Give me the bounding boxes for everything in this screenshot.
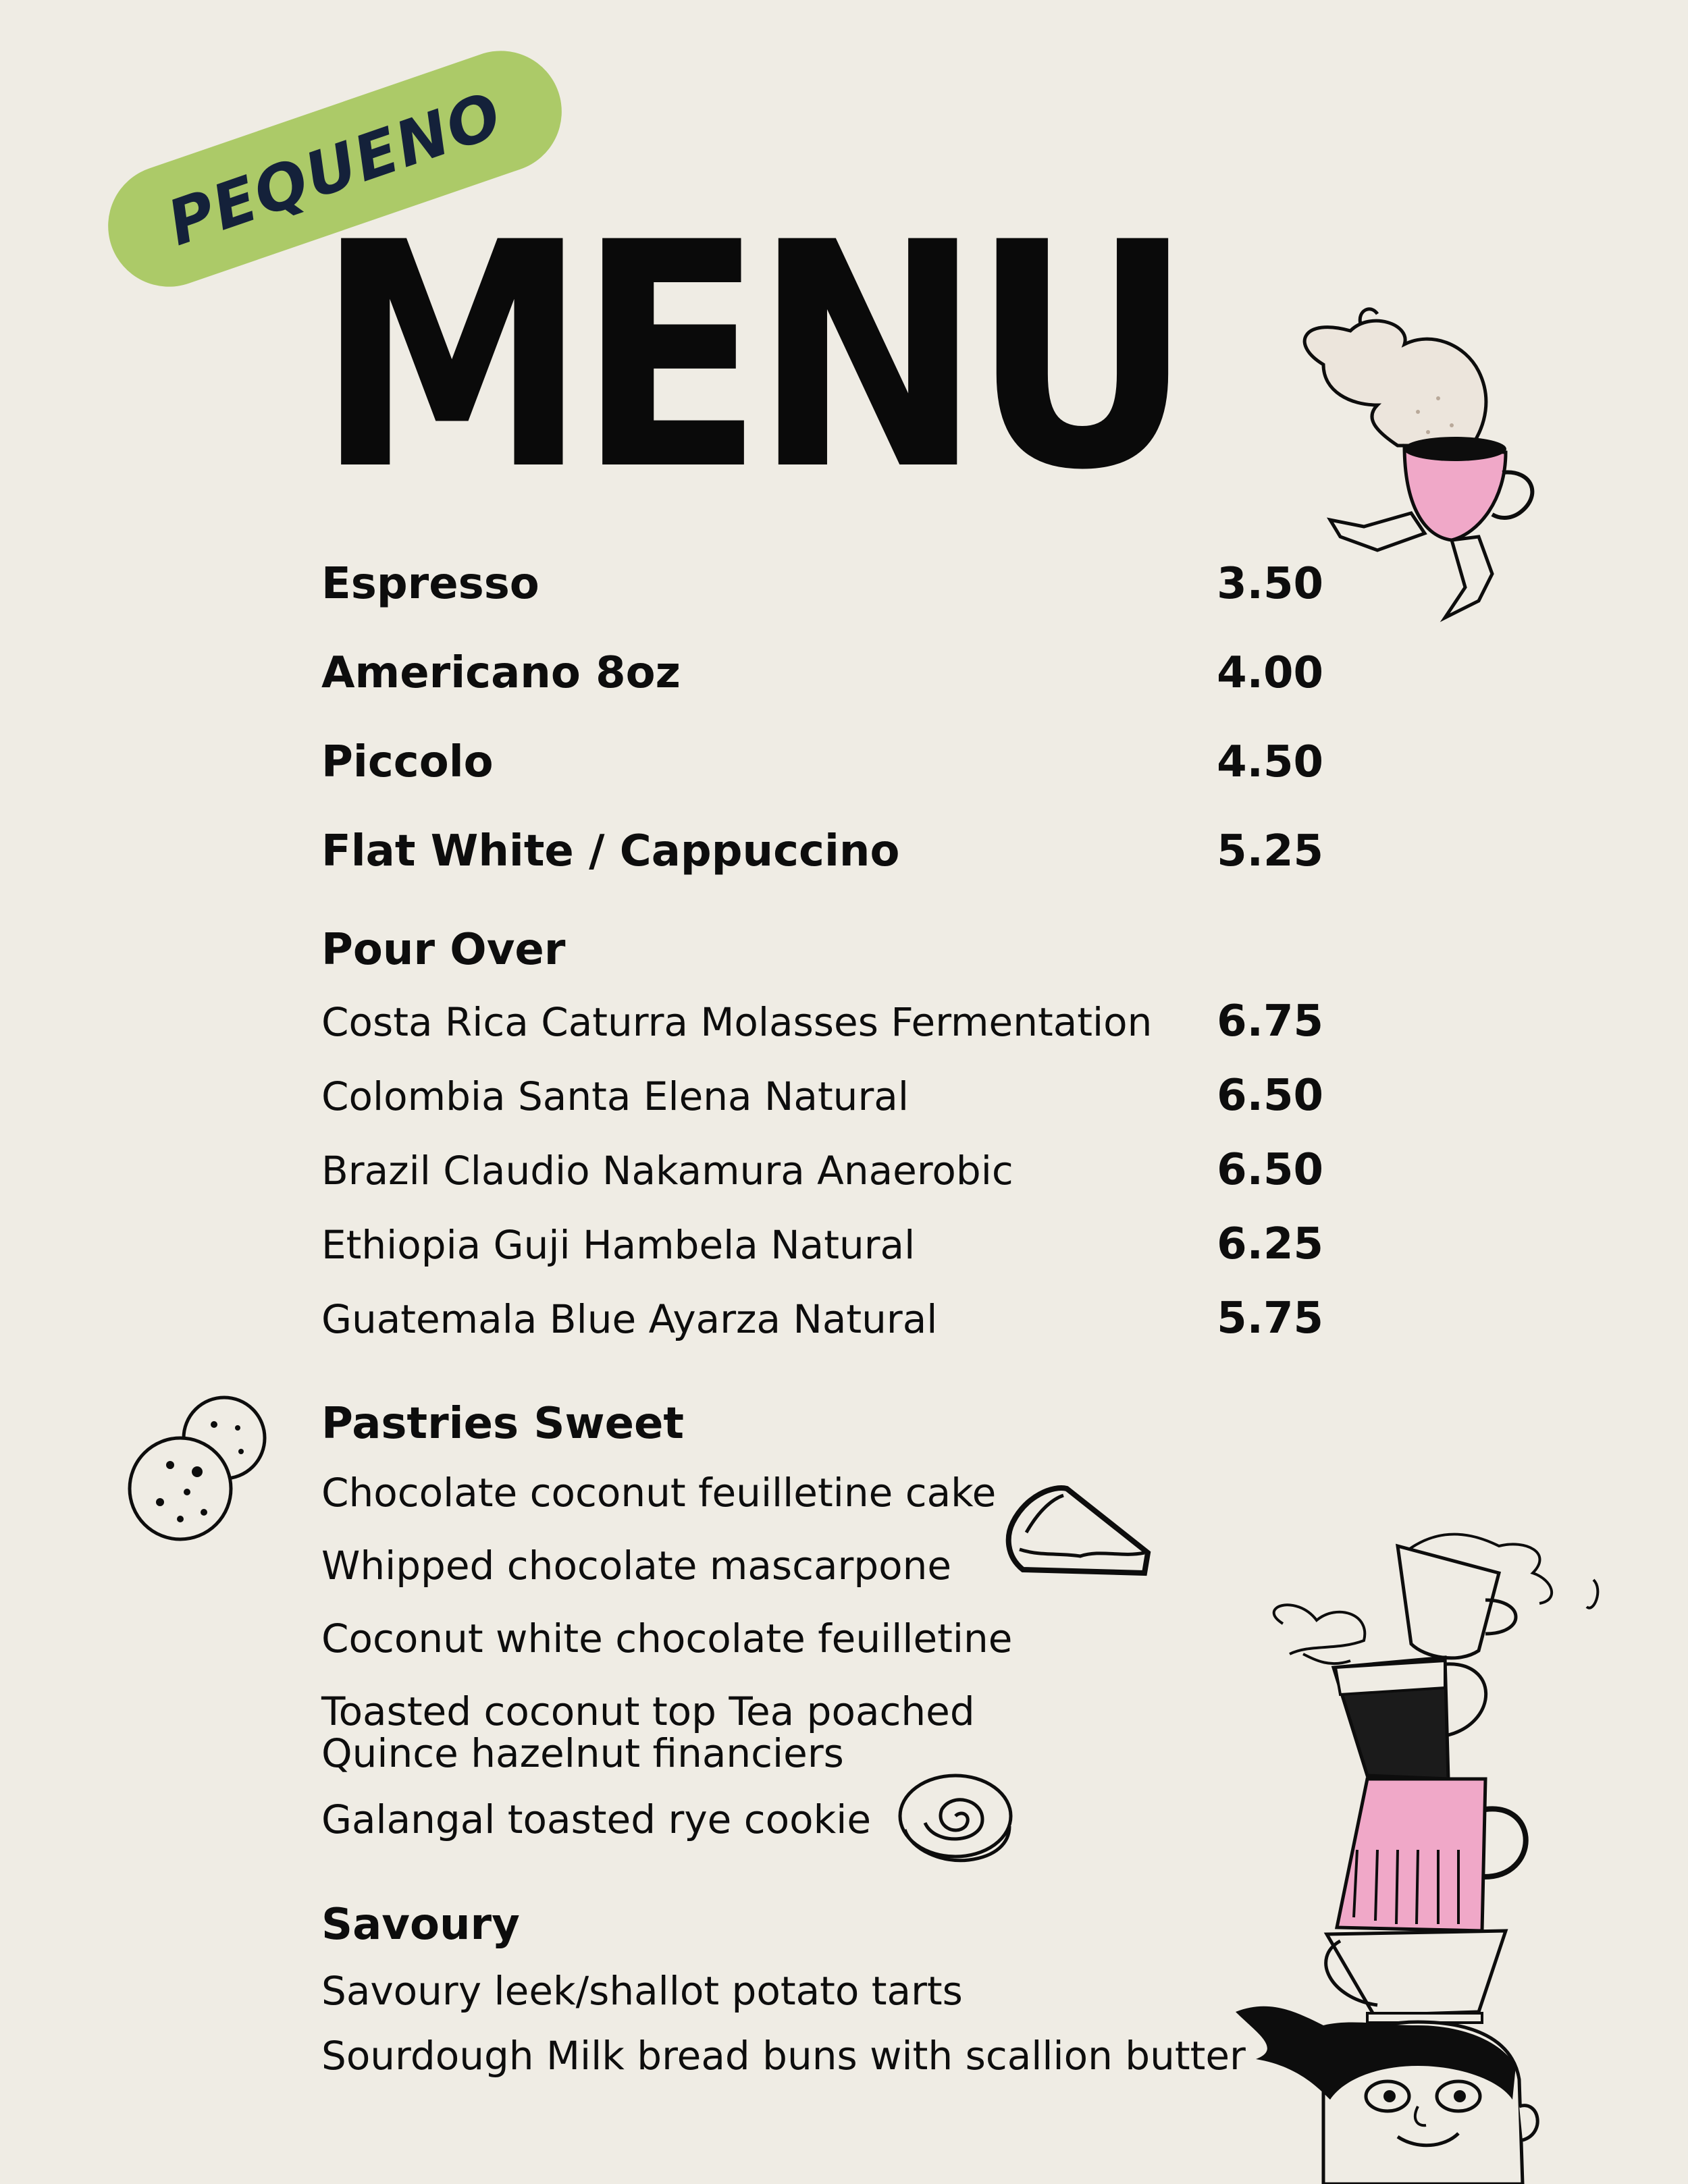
item-name: Piccolo bbox=[321, 737, 494, 787]
item-price: 6.50 bbox=[1217, 1145, 1323, 1195]
item-price: 5.25 bbox=[1217, 826, 1323, 876]
menu-item bbox=[321, 1294, 1323, 1343]
item-name: Costa Rica Caturra Molasses Fermentation bbox=[321, 999, 1153, 1045]
item-name: Guatemala Blue Ayarza Natural bbox=[321, 1296, 938, 1342]
cookies-icon bbox=[123, 1391, 271, 1546]
item-name: Americano 8oz bbox=[321, 648, 681, 698]
list-item: Whipped chocolate mascarpone bbox=[321, 1543, 952, 1589]
menu-item bbox=[321, 996, 1323, 1046]
item-price: 5.75 bbox=[1217, 1294, 1323, 1343]
menu-item bbox=[321, 1071, 1323, 1121]
item-price: 6.50 bbox=[1217, 1071, 1323, 1121]
cinnamon-roll-icon bbox=[895, 1769, 1016, 1870]
page-title: MENU bbox=[316, 177, 1183, 538]
list-item: Galangal toasted rye cookie bbox=[321, 1796, 872, 1842]
section-heading-pastries: Pastries Sweet bbox=[321, 1399, 684, 1449]
item-price: 6.75 bbox=[1217, 996, 1323, 1046]
item-name: Colombia Santa Elena Natural bbox=[321, 1073, 909, 1119]
item-price: 4.50 bbox=[1217, 737, 1323, 787]
menu-item bbox=[321, 737, 1323, 787]
menu-item bbox=[321, 1145, 1323, 1195]
menu-item bbox=[321, 559, 1323, 609]
item-name: Brazil Claudio Nakamura Anaerobic bbox=[321, 1148, 1013, 1194]
item-price: 4.00 bbox=[1217, 648, 1323, 698]
stacked-cups-person-icon bbox=[1215, 1526, 1647, 2184]
list-item: Toasted coconut top Tea poached bbox=[321, 1688, 975, 1734]
menu-item bbox=[321, 1219, 1323, 1269]
section-heading-savoury: Savoury bbox=[321, 1900, 520, 1950]
badge-text: PEQUENO bbox=[158, 78, 512, 260]
pie-slice-icon bbox=[999, 1482, 1155, 1590]
section-heading-pour-over: Pour Over bbox=[321, 925, 566, 975]
list-item: Chocolate coconut feuilletine cake bbox=[321, 1470, 997, 1516]
list-item: Coconut white chocolate feuilletine bbox=[321, 1616, 1013, 1661]
menu-item bbox=[321, 826, 1323, 876]
item-name: Espresso bbox=[321, 559, 539, 609]
item-price: 3.50 bbox=[1217, 559, 1323, 609]
list-item: Quince hazelnut financiers bbox=[321, 1730, 844, 1776]
list-item: Sourdough Milk bread buns with scallion butter bbox=[321, 2033, 1246, 2079]
item-name: Flat White / Cappuccino bbox=[321, 826, 900, 876]
item-name: Ethiopia Guji Hambela Natural bbox=[321, 1222, 916, 1268]
menu-item bbox=[321, 648, 1323, 698]
list-item: Savoury leek/shallot potato tarts bbox=[321, 1968, 963, 2014]
item-price: 6.25 bbox=[1217, 1219, 1323, 1269]
running-coffee-cup-icon bbox=[1276, 304, 1600, 641]
